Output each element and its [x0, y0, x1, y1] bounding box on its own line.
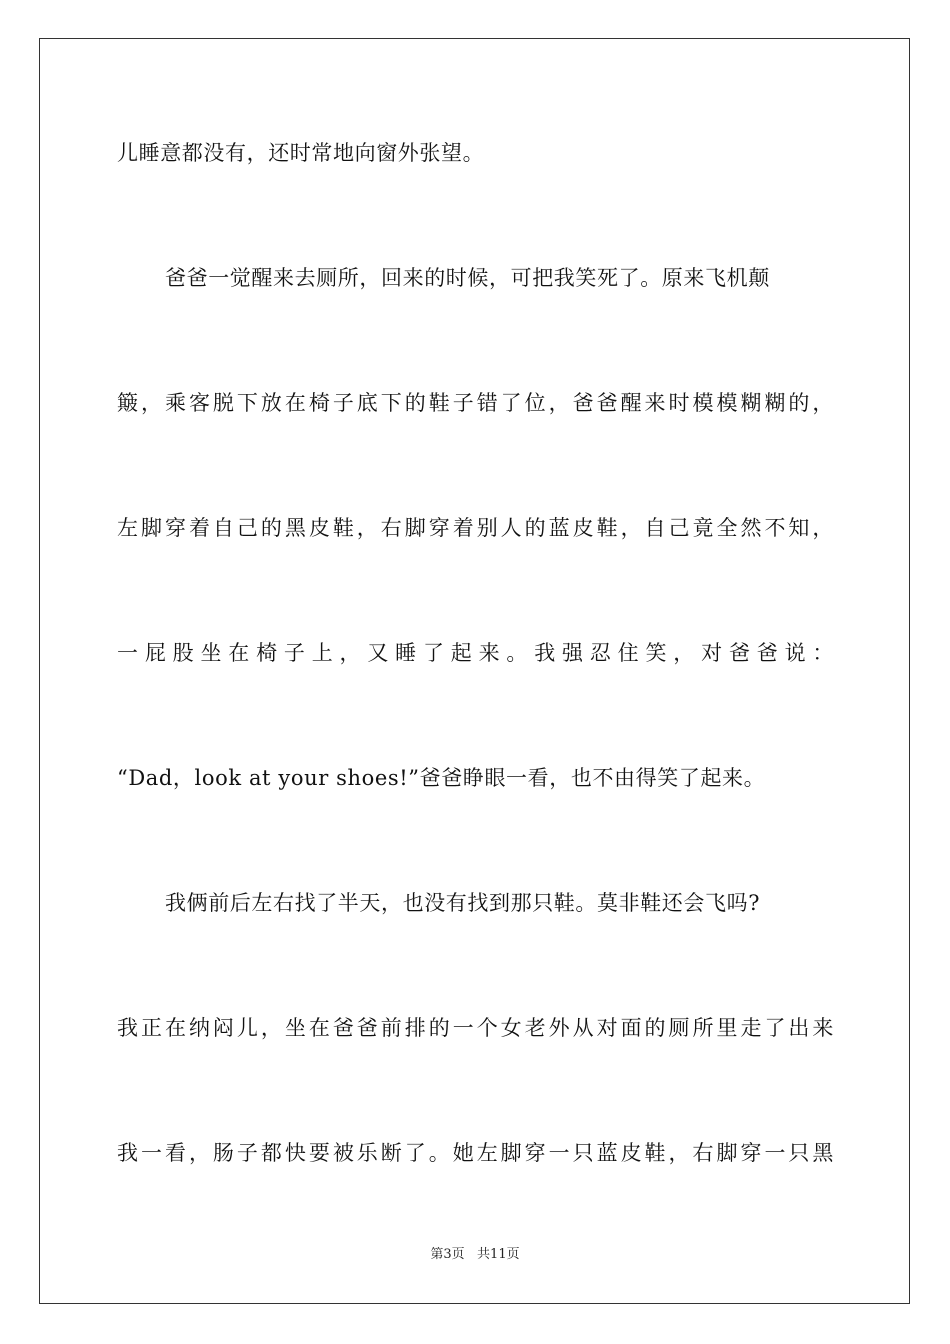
text-line-5: 一屁股坐在椅子上，又睡了起来。我强忍住笑，对爸爸说： [117, 641, 834, 665]
text-line-3: 簸，乘客脱下放在椅子底下的鞋子错了位，爸爸醒来时模模糊糊的， [117, 391, 834, 415]
text-line-4: 左脚穿着自己的黑皮鞋，右脚穿着别人的蓝皮鞋，自己竟全然不知， [117, 516, 834, 540]
text-line-2: 爸爸一觉醒来去厕所，回来的时候，可把我笑死了。原来飞机颠 [165, 266, 770, 290]
text-line-7: 我俩前后左右找了半天，也没有找到那只鞋。莫非鞋还会飞吗? [165, 891, 761, 915]
text-line-6: “Dad，look at your shoes!”爸爸睁眼一看，也不由得笑了起来。 [117, 766, 766, 790]
text-line-9: 我一看，肠子都快要被乐断了。她左脚穿一只蓝皮鞋，右脚穿一只黑 [117, 1141, 834, 1165]
page-number-footer: 第3页 共11页 [430, 1247, 520, 1262]
text-line-1: 儿睡意都没有，还时常地向窗外张望。 [117, 141, 485, 165]
text-line-8: 我正在纳闷儿，坐在爸爸前排的一个女老外从对面的厕所里走了出来 [117, 1016, 834, 1040]
page-border [39, 38, 910, 1304]
